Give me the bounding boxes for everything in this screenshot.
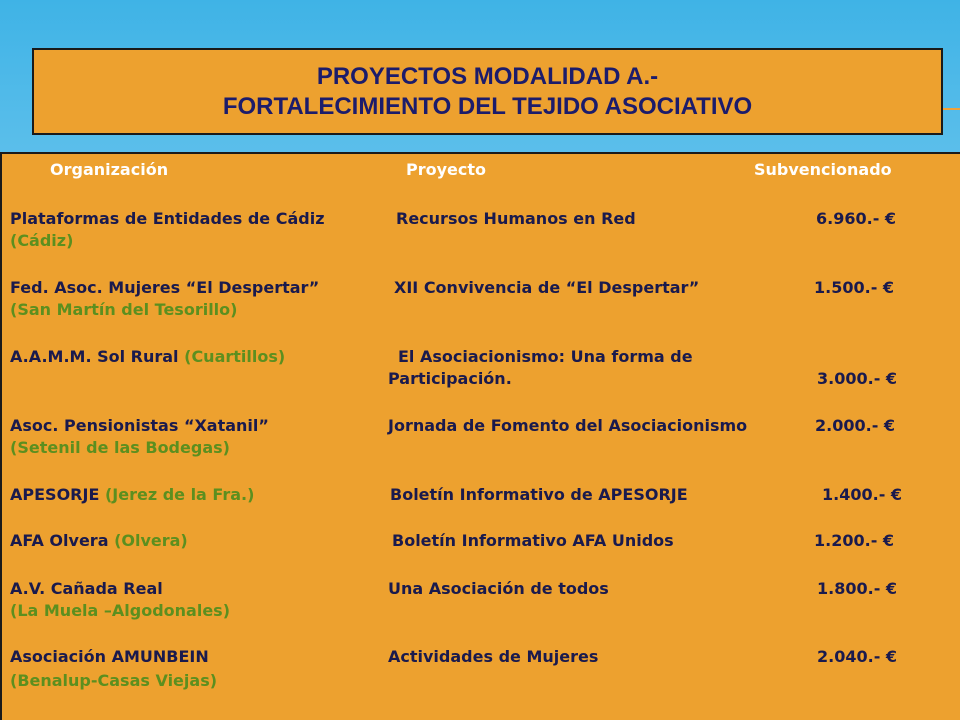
row-org: Plataformas de Entidades de Cádiz: [10, 209, 325, 228]
row-amount: 3.000.- €: [817, 369, 898, 388]
row-project-continued: Participación.: [388, 369, 512, 388]
row-location: (San Martín del Tesorillo): [10, 300, 238, 319]
row-amount: 6.960.- €: [816, 209, 897, 228]
row-location: (La Muela –Algodonales): [10, 601, 231, 620]
row-location: (Benalup-Casas Viejas): [10, 671, 218, 690]
row-amount: 1.400.- €: [822, 485, 903, 504]
row-project: XII Convivencia de “El Despertar”: [394, 278, 700, 297]
row-org: [10, 484, 254, 506]
projects-table: [0, 152, 960, 720]
row-org: Fed. Asoc. Mujeres “El Despertar”: [10, 278, 320, 297]
row-project: Una Asociación de todos: [388, 579, 609, 598]
row-project: Jornada de Fomento del Asociacionismo: [388, 416, 748, 435]
title-line-2: FORTALECIMIENTO DEL TEJIDO ASOCIATIVO: [222, 92, 753, 120]
row-org: [10, 530, 188, 552]
row-project: Boletín Informativo AFA Unidos: [392, 531, 674, 550]
row-project: Recursos Humanos en Red: [396, 209, 636, 228]
header-project: Proyecto: [406, 160, 487, 179]
row-project: Actividades de Mujeres: [388, 647, 599, 666]
row-org: [10, 346, 285, 368]
row-location: (Jerez de la Fra.): [104, 485, 255, 504]
row-amount: 2.040.- €: [817, 647, 898, 666]
row-amount: 1.800.- €: [817, 579, 898, 598]
row-project: El Asociacionismo: Una forma de: [398, 347, 693, 366]
row-location: (Setenil de las Bodegas): [10, 438, 230, 457]
header-organization: Organización: [50, 160, 169, 179]
title-box: [32, 48, 943, 135]
row-org: Asociación AMUNBEIN: [10, 647, 209, 666]
row-org: Asoc. Pensionistas “Xatanil”: [10, 416, 269, 435]
row-org: A.V. Cañada Real: [10, 579, 163, 598]
row-org-name: APESORJE: [10, 485, 100, 504]
row-location: (Cádiz): [10, 231, 74, 250]
row-amount: 1.500.- €: [814, 278, 895, 297]
row-org-name: AFA Olvera: [10, 531, 109, 550]
title-line-1: PROYECTOS MODALIDAD A.-: [316, 62, 659, 90]
accent-line: [940, 108, 960, 110]
row-amount: 2.000.- €: [815, 416, 896, 435]
header-amount: Subvencionado: [754, 160, 892, 179]
row-org-name: A.A.M.M. Sol Rural: [10, 347, 179, 366]
row-project: Boletín Informativo de APESORJE: [390, 485, 688, 504]
row-amount: 1.200.- €: [814, 531, 895, 550]
row-location: (Olvera): [114, 531, 188, 550]
row-location: (Cuartillos): [184, 347, 286, 366]
